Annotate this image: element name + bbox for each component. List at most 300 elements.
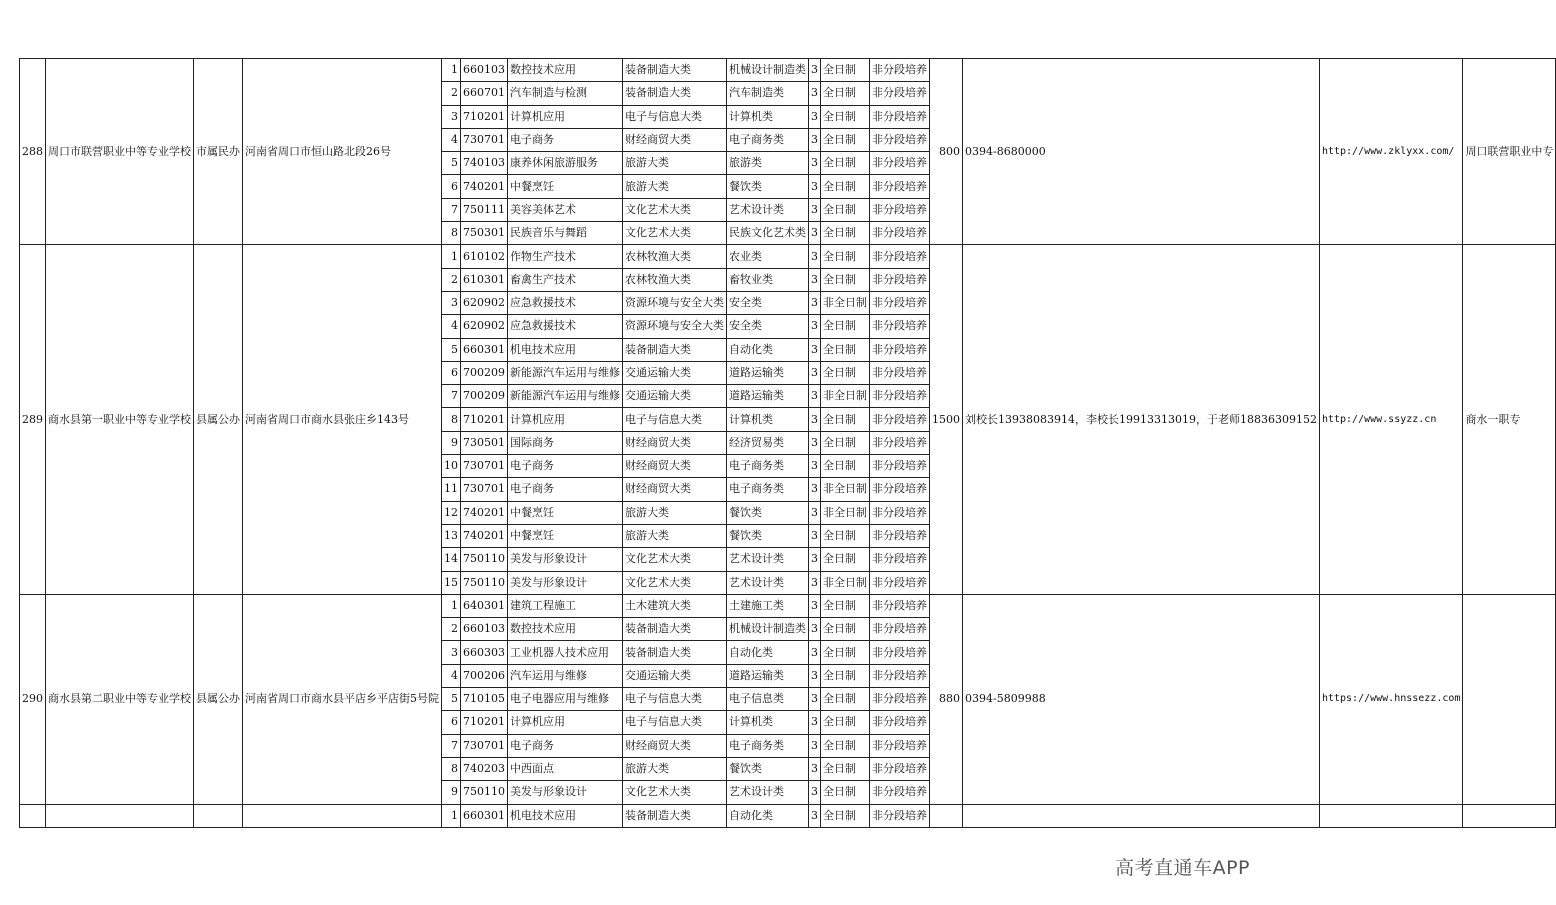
major-subcategory: 畜牧业类 bbox=[727, 268, 809, 291]
school-address: 河南省周口市商水县平店乡平店街5号院 bbox=[243, 594, 442, 804]
major-years: 3 bbox=[809, 781, 821, 804]
major-code: 610301 bbox=[461, 268, 508, 291]
major-code: 660103 bbox=[461, 618, 508, 641]
major-subcategory: 道路运输类 bbox=[727, 361, 809, 384]
major-years: 3 bbox=[809, 315, 821, 338]
major-subcategory: 安全类 bbox=[727, 291, 809, 314]
major-name: 汽车运用与维修 bbox=[508, 664, 623, 687]
major-seq: 11 bbox=[442, 478, 461, 501]
major-name: 中西面点 bbox=[508, 757, 623, 780]
major-years: 3 bbox=[809, 431, 821, 454]
major-subcategory: 汽车制造类 bbox=[727, 82, 809, 105]
major-seq: 1 bbox=[442, 245, 461, 268]
major-seq: 5 bbox=[442, 338, 461, 361]
major-years: 3 bbox=[809, 618, 821, 641]
major-subcategory: 机械设计制造类 bbox=[727, 59, 809, 82]
study-mode: 全日制 bbox=[821, 175, 870, 198]
major-subcategory: 艺术设计类 bbox=[727, 571, 809, 594]
contact-info: 0394-5809988 bbox=[963, 594, 1320, 804]
major-code: 640301 bbox=[461, 594, 508, 617]
training-type: 非分段培养 bbox=[870, 664, 930, 687]
major-years: 3 bbox=[809, 105, 821, 128]
study-mode: 全日制 bbox=[821, 315, 870, 338]
major-seq: 5 bbox=[442, 688, 461, 711]
major-category: 装备制造大类 bbox=[623, 804, 727, 827]
contact-info bbox=[963, 804, 1320, 827]
major-name: 数控技术应用 bbox=[508, 59, 623, 82]
major-subcategory: 电子商务类 bbox=[727, 455, 809, 478]
major-seq: 8 bbox=[442, 757, 461, 780]
enrollment-count: 880 bbox=[930, 594, 963, 804]
major-subcategory: 土建施工类 bbox=[727, 594, 809, 617]
training-type: 非分段培养 bbox=[870, 571, 930, 594]
major-code: 750111 bbox=[461, 198, 508, 221]
major-name: 新能源汽车运用与维修 bbox=[508, 361, 623, 384]
major-code: 710201 bbox=[461, 408, 508, 431]
study-mode: 全日制 bbox=[821, 618, 870, 641]
major-code: 730501 bbox=[461, 431, 508, 454]
training-type: 非分段培养 bbox=[870, 128, 930, 151]
major-years: 3 bbox=[809, 59, 821, 82]
major-code: 730701 bbox=[461, 734, 508, 757]
major-code: 660701 bbox=[461, 82, 508, 105]
major-category: 装备制造大类 bbox=[623, 59, 727, 82]
major-years: 3 bbox=[809, 222, 821, 245]
major-seq: 15 bbox=[442, 571, 461, 594]
major-name: 计算机应用 bbox=[508, 408, 623, 431]
major-name: 中餐烹饪 bbox=[508, 501, 623, 524]
major-category: 旅游大类 bbox=[623, 757, 727, 780]
major-seq: 10 bbox=[442, 455, 461, 478]
major-years: 3 bbox=[809, 664, 821, 687]
major-name: 电子商务 bbox=[508, 128, 623, 151]
training-type: 非分段培养 bbox=[870, 781, 930, 804]
training-type: 非分段培养 bbox=[870, 618, 930, 641]
major-years: 3 bbox=[809, 408, 821, 431]
major-code: 730701 bbox=[461, 455, 508, 478]
study-mode: 全日制 bbox=[821, 152, 870, 175]
school-type: 县属公办 bbox=[194, 245, 243, 594]
major-years: 3 bbox=[809, 268, 821, 291]
training-type: 非分段培养 bbox=[870, 338, 930, 361]
major-subcategory: 自动化类 bbox=[727, 641, 809, 664]
major-code: 710105 bbox=[461, 688, 508, 711]
training-type: 非分段培养 bbox=[870, 548, 930, 571]
school-website[interactable]: https://www.hnssezz.com bbox=[1319, 594, 1462, 804]
study-mode: 全日制 bbox=[821, 408, 870, 431]
major-code: 660103 bbox=[461, 59, 508, 82]
school-type: 县属公办 bbox=[194, 594, 243, 804]
study-mode: 全日制 bbox=[821, 361, 870, 384]
study-mode: 全日制 bbox=[821, 431, 870, 454]
major-code: 750110 bbox=[461, 548, 508, 571]
major-years: 3 bbox=[809, 711, 821, 734]
training-type: 非分段培养 bbox=[870, 711, 930, 734]
major-code: 700209 bbox=[461, 385, 508, 408]
major-code: 660301 bbox=[461, 338, 508, 361]
school-website[interactable]: http://www.ssyzz.cn bbox=[1319, 245, 1462, 594]
major-name: 工业机器人技术应用 bbox=[508, 641, 623, 664]
major-years: 3 bbox=[809, 291, 821, 314]
training-type: 非分段培养 bbox=[870, 291, 930, 314]
training-type: 非分段培养 bbox=[870, 268, 930, 291]
major-category: 旅游大类 bbox=[623, 501, 727, 524]
school-address: 河南省周口市商水县张庄乡143号 bbox=[243, 245, 442, 594]
major-category: 电子与信息大类 bbox=[623, 105, 727, 128]
major-subcategory: 计算机类 bbox=[727, 408, 809, 431]
major-code: 750301 bbox=[461, 222, 508, 245]
school-name: 商水县第二职业中等专业学校 bbox=[46, 594, 194, 804]
major-name: 计算机应用 bbox=[508, 105, 623, 128]
major-name: 电子商务 bbox=[508, 478, 623, 501]
major-subcategory: 计算机类 bbox=[727, 711, 809, 734]
major-subcategory: 道路运输类 bbox=[727, 385, 809, 408]
study-mode: 全日制 bbox=[821, 82, 870, 105]
school-short-name bbox=[1463, 594, 1556, 804]
major-years: 3 bbox=[809, 548, 821, 571]
training-type: 非分段培养 bbox=[870, 431, 930, 454]
contact-info: 刘校长13938083914，李校长19913313019，于老师18836309152 bbox=[963, 245, 1320, 594]
school-website[interactable] bbox=[1319, 804, 1462, 827]
major-seq: 3 bbox=[442, 641, 461, 664]
major-years: 3 bbox=[809, 501, 821, 524]
major-category: 文化艺术大类 bbox=[623, 222, 727, 245]
major-code: 710201 bbox=[461, 711, 508, 734]
training-type: 非分段培养 bbox=[870, 455, 930, 478]
school-name bbox=[46, 804, 194, 827]
major-category: 文化艺术大类 bbox=[623, 198, 727, 221]
major-seq: 1 bbox=[442, 59, 461, 82]
training-type: 非分段培养 bbox=[870, 82, 930, 105]
major-name: 美发与形象设计 bbox=[508, 548, 623, 571]
training-type: 非分段培养 bbox=[870, 105, 930, 128]
training-type: 非分段培养 bbox=[870, 688, 930, 711]
major-years: 3 bbox=[809, 385, 821, 408]
school-name: 周口市联营职业中等专业学校 bbox=[46, 59, 194, 245]
major-years: 3 bbox=[809, 152, 821, 175]
major-years: 3 bbox=[809, 198, 821, 221]
major-category: 土木建筑大类 bbox=[623, 594, 727, 617]
major-subcategory: 道路运输类 bbox=[727, 664, 809, 687]
enrollment-count: 800 bbox=[930, 59, 963, 245]
major-category: 交通运输大类 bbox=[623, 361, 727, 384]
school-id bbox=[20, 804, 46, 827]
school-address bbox=[243, 804, 442, 827]
major-code: 750110 bbox=[461, 781, 508, 804]
study-mode: 非全日制 bbox=[821, 291, 870, 314]
study-mode: 全日制 bbox=[821, 198, 870, 221]
major-name: 新能源汽车运用与维修 bbox=[508, 385, 623, 408]
major-name: 机电技术应用 bbox=[508, 338, 623, 361]
major-seq: 6 bbox=[442, 361, 461, 384]
school-short-name: 商水一职专 bbox=[1463, 245, 1556, 594]
major-seq: 7 bbox=[442, 198, 461, 221]
study-mode: 全日制 bbox=[821, 664, 870, 687]
major-category: 文化艺术大类 bbox=[623, 548, 727, 571]
study-mode: 全日制 bbox=[821, 268, 870, 291]
school-type: 市属民办 bbox=[194, 59, 243, 245]
table-row bbox=[20, 59, 1556, 82]
major-category: 旅游大类 bbox=[623, 524, 727, 547]
major-category: 财经商贸大类 bbox=[623, 128, 727, 151]
major-seq: 6 bbox=[442, 175, 461, 198]
major-category: 交通运输大类 bbox=[623, 664, 727, 687]
study-mode: 全日制 bbox=[821, 222, 870, 245]
training-type: 非分段培养 bbox=[870, 222, 930, 245]
major-years: 3 bbox=[809, 571, 821, 594]
school-id: 290 bbox=[20, 594, 46, 804]
major-seq: 5 bbox=[442, 152, 461, 175]
major-category: 旅游大类 bbox=[623, 152, 727, 175]
major-name: 电子电器应用与维修 bbox=[508, 688, 623, 711]
training-type: 非分段培养 bbox=[870, 594, 930, 617]
school-short-name: 周口联营职业中专 bbox=[1463, 59, 1556, 245]
school-address: 河南省周口市恒山路北段26号 bbox=[243, 59, 442, 245]
major-subcategory: 电子信息类 bbox=[727, 688, 809, 711]
study-mode: 全日制 bbox=[821, 524, 870, 547]
study-mode: 全日制 bbox=[821, 338, 870, 361]
study-mode: 非全日制 bbox=[821, 385, 870, 408]
school-website[interactable]: http://www.zklyxx.com/ bbox=[1319, 59, 1462, 245]
major-seq: 4 bbox=[442, 315, 461, 338]
major-seq: 8 bbox=[442, 408, 461, 431]
school-short-name bbox=[1463, 804, 1556, 827]
major-years: 3 bbox=[809, 478, 821, 501]
training-type: 非分段培养 bbox=[870, 245, 930, 268]
major-code: 740201 bbox=[461, 524, 508, 547]
study-mode: 全日制 bbox=[821, 455, 870, 478]
major-category: 财经商贸大类 bbox=[623, 455, 727, 478]
contact-info: 0394-8680000 bbox=[963, 59, 1320, 245]
major-subcategory: 电子商务类 bbox=[727, 478, 809, 501]
training-type: 非分段培养 bbox=[870, 757, 930, 780]
major-subcategory: 艺术设计类 bbox=[727, 781, 809, 804]
major-category: 财经商贸大类 bbox=[623, 478, 727, 501]
major-subcategory: 餐饮类 bbox=[727, 501, 809, 524]
major-name: 电子商务 bbox=[508, 734, 623, 757]
major-years: 3 bbox=[809, 524, 821, 547]
major-code: 730701 bbox=[461, 478, 508, 501]
major-category: 旅游大类 bbox=[623, 175, 727, 198]
major-seq: 12 bbox=[442, 501, 461, 524]
study-mode: 非全日制 bbox=[821, 478, 870, 501]
enrollment-count: 1500 bbox=[930, 245, 963, 594]
major-subcategory: 旅游类 bbox=[727, 152, 809, 175]
major-name: 计算机应用 bbox=[508, 711, 623, 734]
major-category: 文化艺术大类 bbox=[623, 571, 727, 594]
major-seq: 9 bbox=[442, 781, 461, 804]
major-subcategory: 餐饮类 bbox=[727, 524, 809, 547]
major-years: 3 bbox=[809, 641, 821, 664]
major-subcategory: 机械设计制造类 bbox=[727, 618, 809, 641]
major-seq: 1 bbox=[442, 594, 461, 617]
major-category: 装备制造大类 bbox=[623, 338, 727, 361]
training-type: 非分段培养 bbox=[870, 478, 930, 501]
major-seq: 6 bbox=[442, 711, 461, 734]
study-mode: 非全日制 bbox=[821, 501, 870, 524]
major-code: 620902 bbox=[461, 291, 508, 314]
major-name: 机电技术应用 bbox=[508, 804, 623, 827]
major-seq: 7 bbox=[442, 385, 461, 408]
major-name: 国际商务 bbox=[508, 431, 623, 454]
study-mode: 全日制 bbox=[821, 781, 870, 804]
major-subcategory: 艺术设计类 bbox=[727, 548, 809, 571]
major-category: 装备制造大类 bbox=[623, 82, 727, 105]
major-subcategory: 餐饮类 bbox=[727, 757, 809, 780]
study-mode: 全日制 bbox=[821, 245, 870, 268]
major-years: 3 bbox=[809, 594, 821, 617]
study-mode: 全日制 bbox=[821, 548, 870, 571]
major-years: 3 bbox=[809, 128, 821, 151]
major-category: 资源环境与安全大类 bbox=[623, 291, 727, 314]
table-row bbox=[20, 594, 1556, 617]
school-name: 商水县第一职业中等专业学校 bbox=[46, 245, 194, 594]
major-subcategory: 经济贸易类 bbox=[727, 431, 809, 454]
major-category: 财经商贸大类 bbox=[623, 431, 727, 454]
major-code: 730701 bbox=[461, 128, 508, 151]
table-row bbox=[20, 804, 1556, 827]
major-code: 700206 bbox=[461, 664, 508, 687]
training-type: 非分段培养 bbox=[870, 501, 930, 524]
major-seq: 9 bbox=[442, 431, 461, 454]
major-seq: 2 bbox=[442, 82, 461, 105]
major-years: 3 bbox=[809, 245, 821, 268]
study-mode: 全日制 bbox=[821, 105, 870, 128]
schools-majors-table bbox=[19, 58, 1556, 828]
major-name: 畜禽生产技术 bbox=[508, 268, 623, 291]
major-name: 电子商务 bbox=[508, 455, 623, 478]
major-code: 660303 bbox=[461, 641, 508, 664]
major-name: 美发与形象设计 bbox=[508, 781, 623, 804]
school-id: 289 bbox=[20, 245, 46, 594]
training-type: 非分段培养 bbox=[870, 385, 930, 408]
major-years: 3 bbox=[809, 804, 821, 827]
major-name: 中餐烹饪 bbox=[508, 524, 623, 547]
study-mode: 非全日制 bbox=[821, 571, 870, 594]
major-years: 3 bbox=[809, 757, 821, 780]
major-years: 3 bbox=[809, 734, 821, 757]
major-years: 3 bbox=[809, 82, 821, 105]
major-code: 750110 bbox=[461, 571, 508, 594]
study-mode: 全日制 bbox=[821, 757, 870, 780]
major-years: 3 bbox=[809, 338, 821, 361]
major-name: 建筑工程施工 bbox=[508, 594, 623, 617]
major-seq: 3 bbox=[442, 291, 461, 314]
major-seq: 8 bbox=[442, 222, 461, 245]
major-category: 文化艺术大类 bbox=[623, 781, 727, 804]
major-category: 农林牧渔大类 bbox=[623, 268, 727, 291]
major-subcategory: 安全类 bbox=[727, 315, 809, 338]
major-category: 电子与信息大类 bbox=[623, 711, 727, 734]
major-subcategory: 自动化类 bbox=[727, 338, 809, 361]
major-category: 交通运输大类 bbox=[623, 385, 727, 408]
training-type: 非分段培养 bbox=[870, 524, 930, 547]
study-mode: 全日制 bbox=[821, 711, 870, 734]
major-code: 740103 bbox=[461, 152, 508, 175]
major-name: 应急救援技术 bbox=[508, 315, 623, 338]
major-seq: 4 bbox=[442, 128, 461, 151]
major-seq: 13 bbox=[442, 524, 461, 547]
major-category: 资源环境与安全大类 bbox=[623, 315, 727, 338]
major-subcategory: 餐饮类 bbox=[727, 175, 809, 198]
school-type bbox=[194, 804, 243, 827]
major-seq: 2 bbox=[442, 618, 461, 641]
major-subcategory: 农业类 bbox=[727, 245, 809, 268]
major-years: 3 bbox=[809, 455, 821, 478]
major-seq: 7 bbox=[442, 734, 461, 757]
training-type: 非分段培养 bbox=[870, 59, 930, 82]
training-type: 非分段培养 bbox=[870, 641, 930, 664]
major-code: 710201 bbox=[461, 105, 508, 128]
study-mode: 全日制 bbox=[821, 128, 870, 151]
training-type: 非分段培养 bbox=[870, 198, 930, 221]
major-category: 电子与信息大类 bbox=[623, 688, 727, 711]
major-code: 620902 bbox=[461, 315, 508, 338]
major-code: 700209 bbox=[461, 361, 508, 384]
major-years: 3 bbox=[809, 361, 821, 384]
table-row bbox=[20, 245, 1556, 268]
major-seq: 3 bbox=[442, 105, 461, 128]
major-subcategory: 电子商务类 bbox=[727, 128, 809, 151]
major-years: 3 bbox=[809, 688, 821, 711]
training-type: 非分段培养 bbox=[870, 315, 930, 338]
major-category: 电子与信息大类 bbox=[623, 408, 727, 431]
major-subcategory: 民族文化艺术类 bbox=[727, 222, 809, 245]
training-type: 非分段培养 bbox=[870, 175, 930, 198]
major-seq: 4 bbox=[442, 664, 461, 687]
school-id: 288 bbox=[20, 59, 46, 245]
enrollment-count bbox=[930, 804, 963, 827]
study-mode: 全日制 bbox=[821, 641, 870, 664]
major-category: 装备制造大类 bbox=[623, 618, 727, 641]
major-subcategory: 艺术设计类 bbox=[727, 198, 809, 221]
major-subcategory: 电子商务类 bbox=[727, 734, 809, 757]
major-name: 数控技术应用 bbox=[508, 618, 623, 641]
study-mode: 全日制 bbox=[821, 59, 870, 82]
major-code: 610102 bbox=[461, 245, 508, 268]
major-category: 装备制造大类 bbox=[623, 641, 727, 664]
major-subcategory: 自动化类 bbox=[727, 804, 809, 827]
major-name: 中餐烹饪 bbox=[508, 175, 623, 198]
major-code: 740203 bbox=[461, 757, 508, 780]
study-mode: 全日制 bbox=[821, 734, 870, 757]
study-mode: 全日制 bbox=[821, 594, 870, 617]
major-subcategory: 计算机类 bbox=[727, 105, 809, 128]
study-mode: 全日制 bbox=[821, 804, 870, 827]
major-name: 民族音乐与舞蹈 bbox=[508, 222, 623, 245]
major-name: 作物生产技术 bbox=[508, 245, 623, 268]
major-name: 应急救援技术 bbox=[508, 291, 623, 314]
training-type: 非分段培养 bbox=[870, 734, 930, 757]
major-category: 农林牧渔大类 bbox=[623, 245, 727, 268]
major-name: 美容美体艺术 bbox=[508, 198, 623, 221]
training-type: 非分段培养 bbox=[870, 804, 930, 827]
training-type: 非分段培养 bbox=[870, 408, 930, 431]
major-seq: 2 bbox=[442, 268, 461, 291]
major-category: 财经商贸大类 bbox=[623, 734, 727, 757]
major-name: 汽车制造与检测 bbox=[508, 82, 623, 105]
training-type: 非分段培养 bbox=[870, 361, 930, 384]
major-name: 康养休闲旅游服务 bbox=[508, 152, 623, 175]
major-years: 3 bbox=[809, 175, 821, 198]
major-seq: 14 bbox=[442, 548, 461, 571]
major-name: 美发与形象设计 bbox=[508, 571, 623, 594]
training-type: 非分段培养 bbox=[870, 152, 930, 175]
major-code: 740201 bbox=[461, 175, 508, 198]
major-seq: 1 bbox=[442, 804, 461, 827]
major-code: 660301 bbox=[461, 804, 508, 827]
watermark-text: 高考直通车APP bbox=[1115, 857, 1250, 879]
